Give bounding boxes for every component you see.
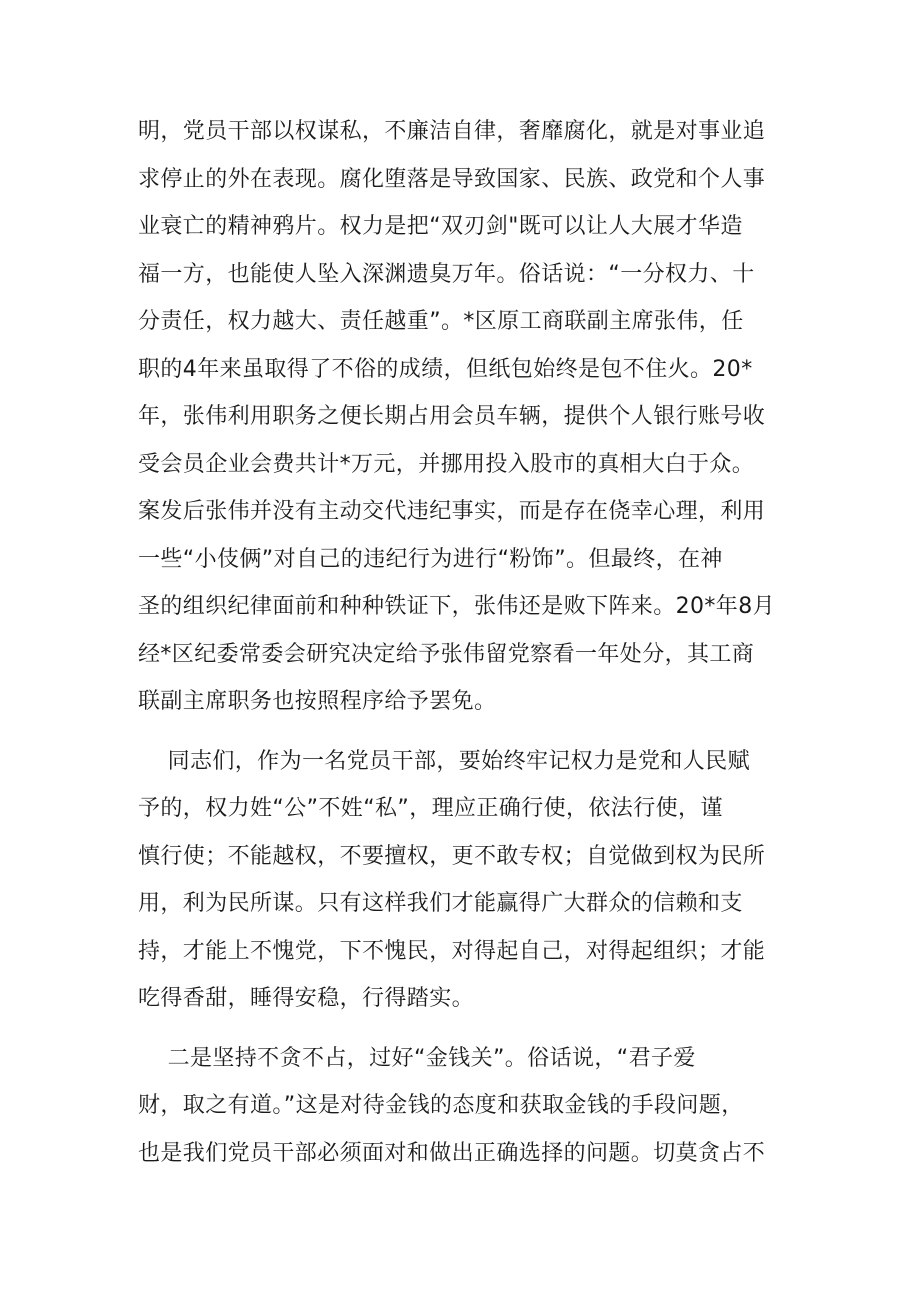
text-line: 同志们，作为一名党员干部，要始终牢记权力是党和人民赋 <box>138 748 750 774</box>
paragraph-1 <box>138 108 788 726</box>
text-line: 求停止的外在表现。腐化堕落是导致国家、民族、政党和个人事 <box>138 166 766 192</box>
text-line: 年，张伟利用职务之便长期占用会员车辆，提供个人银行账号收 <box>138 404 766 429</box>
text-line: 福一方，也能使人坠入深渊遗臭万年。俗话说：“一分权力、十 <box>138 261 755 287</box>
paragraph-spacer <box>138 726 788 738</box>
text-line: 财，取之有道。”这是对待金钱的态度和获取金钱的手段问题， <box>138 1093 744 1118</box>
text-line: 经*区纪委常委会研究决定给予张伟留党察看一年处分，其工商 <box>138 641 755 667</box>
text-line: 用，利为民所谋。只有这样我们才能赢得广大群众的信赖和支 <box>138 891 743 916</box>
document-body <box>138 108 788 1177</box>
text-line: 二是坚持不贪不占，过好“金钱关”。俗话说，“君子爱 <box>138 1045 696 1071</box>
text-line: 分责任，权力越大、责任越重”。*区原工商联副主席张伟，任 <box>138 309 744 334</box>
text-line: 予的，权力姓“公”不姓“私”，理应正确行使，依法行使，谨 <box>138 796 723 821</box>
paragraph-3 <box>138 1035 788 1178</box>
text-line: 职的4年来虽取得了不俗的成绩，但纸包始终是包不住火。20* <box>138 356 753 382</box>
text-line: 案发后张伟并没有主动交代违纪事实，而是存在侥幸心理，利用 <box>138 499 766 524</box>
paragraph-2 <box>138 738 788 1023</box>
text-line: 业衰亡的精神鸦片。权力是把“双刃剑"既可以让人大展才华造 <box>138 214 743 239</box>
text-line: 明，党员干部以权谋私，不廉洁自律，奢靡腐化，就是对事业追 <box>138 119 766 144</box>
text-line: 联副主席职务也按照程序给予罢免。 <box>138 689 497 714</box>
text-line: 持，才能上不愧党，下不愧民，对得起自己，对得起组织；才能 <box>138 938 766 964</box>
text-line: 受会员企业会费共计*万元，并挪用投入股市的真相大白于众。 <box>138 451 755 477</box>
paragraph-spacer <box>138 1023 788 1035</box>
text-line: 吃得香甜，睡得安稳，行得踏实。 <box>138 986 475 1011</box>
text-line: 慎行使；不能越权，不要擅权，更不敢专权；自觉做到权为民所 <box>138 843 766 869</box>
text-line: 圣的组织纪律面前和种种铁证下，张伟还是败下阵来。20*年8月 <box>138 594 775 619</box>
text-line: 也是我们党员干部必须面对和做出正确选择的问题。切莫贪占不 <box>138 1140 766 1166</box>
text-line: 一些“小伎俩”对自己的违纪行为进行“粉饰”。但最终，在神 <box>138 546 723 572</box>
